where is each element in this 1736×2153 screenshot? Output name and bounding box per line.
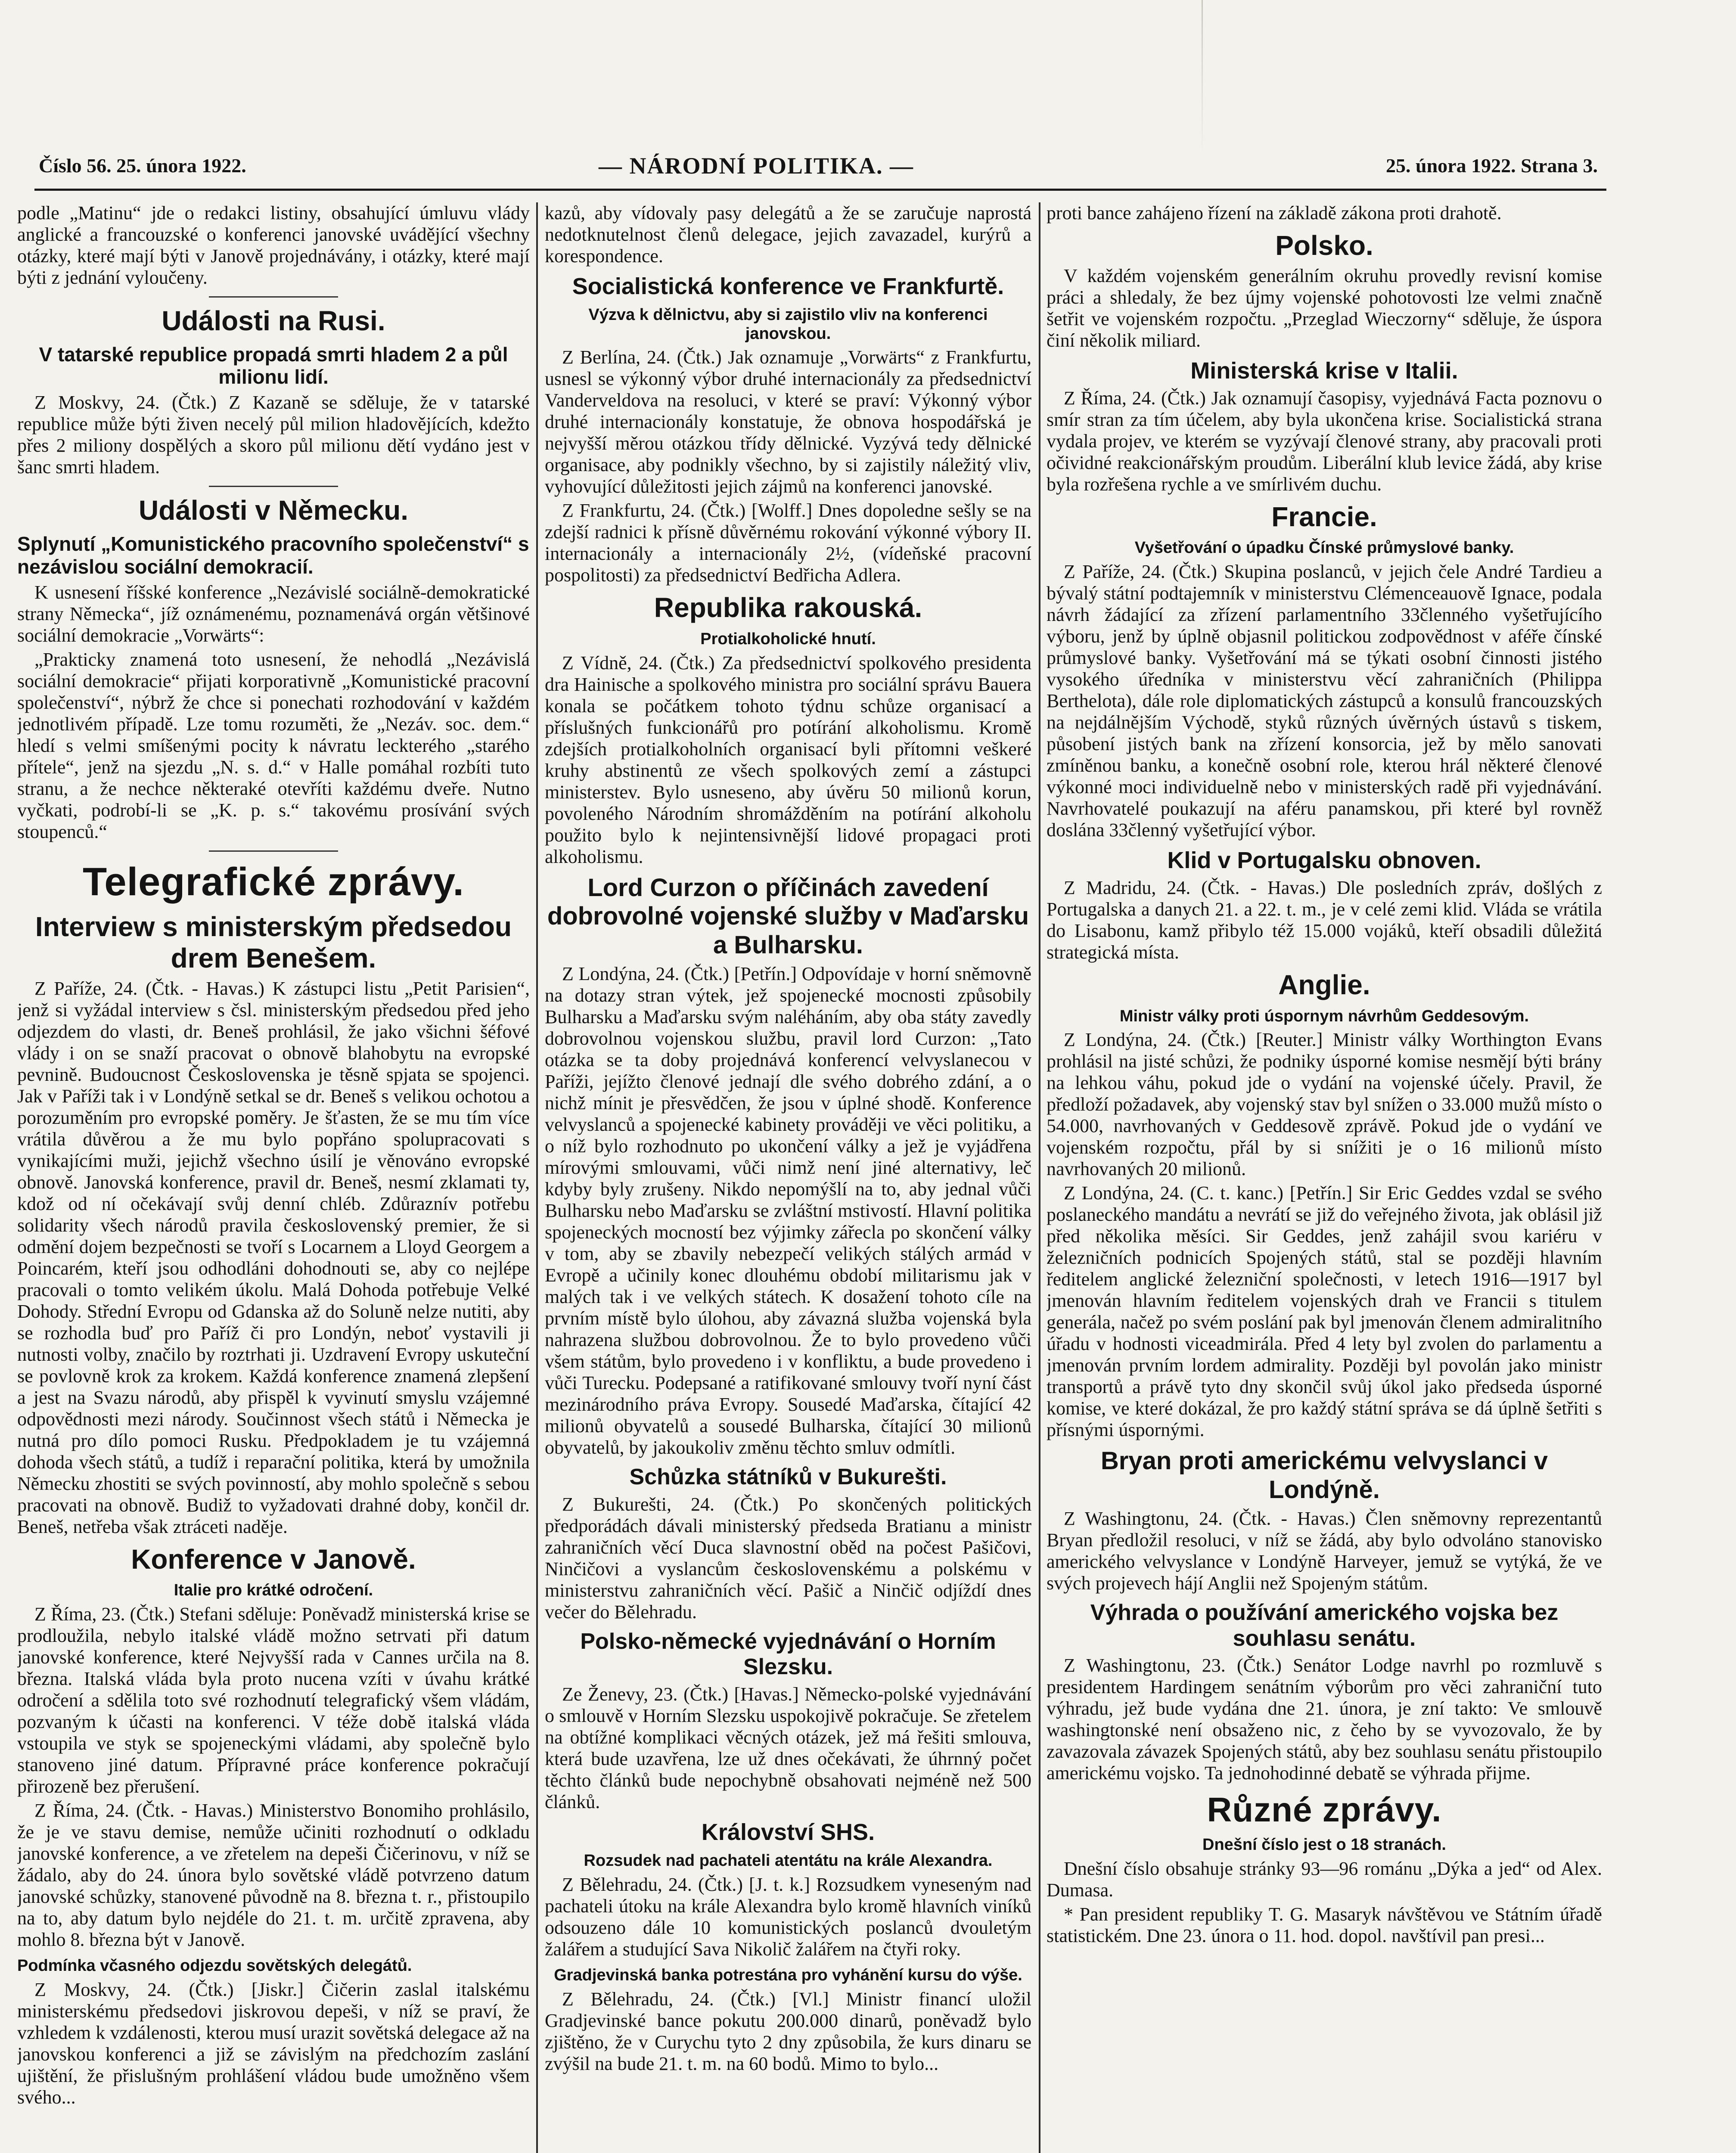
article-text: Z Moskvy, 24. (Čtk.) [Jiskr.] Čičerin zaslal italskému ministerskému předsedovi jiskrovou depeši, v níž se praví, že vzhledem k vzdálenosti, kterou musí urazit sovětská delegace až na janovskou konferenci a již se závislým na předchozím zaslání ujištění, že přislušným prohlášení vládou bude umožněno všem svého... <box>17 1979 530 2108</box>
article-text: Z Vídně, 24. (Čtk.) Za předsednictví spolkového presidenta dra Hainische a spolkového ministra pro sociální správu Bauera konala se počátkem tohoto týdnu schůze organisací a příslušných funkcionářů pro potírání alkoholismu. Kromě zdejších protialkoholních organisací byli přítomni veškeré kruhy abstinentů ze všech spolkových zemí a zástupci ministerstev. Bylo usneseno, aby úvěru 50 milionů korun, povoleného Národním shromážděním na potírání alkoholu použito bylo k nejintensivnější lidové propagaci proti alkoholismu. <box>545 652 1031 867</box>
article-headline: Splynutí „Komunistického pracovního společenství“ s nezávislou sociální demokracií. <box>17 532 529 578</box>
article-text: kazů, aby vídovaly pasy delegátů a že se zaručuje naprostá nedotknutelnost členů delegace, jejich zavazadel, kurýrů a korespondence. <box>545 202 1031 267</box>
masthead-rule <box>34 189 1606 191</box>
section-heading: Telegrafické zprávy. <box>83 859 464 904</box>
article-text: Dnešní číslo obsahuje stránky 93—96 románu „Dýka a jed“ od Alex. Dumasa. <box>1047 1858 1602 1901</box>
article-subheadline: Gradjevinská banka potrestána pro vyhánění kursu do výše. <box>554 1966 1022 1984</box>
article-text: Z Londýna, 24. (C. t. kanc.) [Petřín.] Sir Eric Geddes vzdal se svého poslaneckého mandátu a nevrátí se již do veřejného života, jak oblásil již před několika měsíci. Sir Geddes, jenž zahájil svou kariéru v železničních podnicích Spojených států, stal se později hlavním ředitelem anglické železniční společnosti, v letech 1916—1917 byl jmenován hlavním ředitelem vojenských drah ve Francii s titulem generála, načež po svém poslání pak byl jmenován členem admiralitního úřadu v hodnosti viceadmirála. Před 4 lety byl zvolen do parlamentu a jmenován prvním lordem admirality. Později byl povolán jako ministr transportů a právě tyto dny skončil svůj úkol jako předseda úsporné komise, ve které dokázal, že pro každý státní správa se dá úplně šetřiti s přísnými úspornými. <box>1047 1182 1602 1441</box>
article-headline: Konference v Janově. <box>131 1543 416 1575</box>
article-headline: Bryan proti americkému velvyslanci v Londýně. <box>1100 1447 1548 1504</box>
article-subheadline: Výzva k dělnictvu, aby si zajistilo vliv na konferenci janovskou. <box>588 306 988 343</box>
section-heading: Království SHS. <box>701 1819 875 1846</box>
article-subheadline: Dnešní číslo jest o 18 stranách. <box>1202 1836 1446 1854</box>
section-heading: Různé zprávy. <box>1207 1790 1442 1829</box>
section-heading: Polsko. <box>1275 230 1373 261</box>
article-headline: V tatarské republice propadá smrti hladem 2 a půl milionu lidí. <box>39 343 508 388</box>
section-heading: Události na Rusi. <box>161 305 385 336</box>
article-text: Z Bělehradu, 24. (Čtk.) [J. t. k.] Rozsudkem vyneseným nad pachateli útoku na krále Alexandra bylo kromě hlavních viníků odsouzeno dále 10 komunistických poslanců dvouletým žalářem a studující Sava Nikolič žalářem na čtyři roky. <box>545 1874 1031 1960</box>
article-subheadline: Podmínka včasného odjezdu sovětských delegátů. <box>17 1957 412 1975</box>
article-text: Z Berlína, 24. (Čtk.) Jak oznamuje „Vorwärts“ z Frankfurtu, usnesl se výkonný výbor druhé internacionály za předsednictví Vanderveldova na resoluci, v které se praví: Výkonný výbor druhé internacionály konstatuje, že obnova hospodářská je nejvyšší měrou otázkou třídy dělnické. Vyzývá tedy dělnické organisace, aby podnikly všechno, by si zajistily náležitý vliv, vyhovující důležitosti jejich zájmů na konferenci janovské. <box>545 347 1031 497</box>
issue-number: Číslo 56. 25. února 1922. <box>39 155 246 177</box>
article-text: podle „Matinu“ jde o redakci listiny, obsahující úmluvu vlády anglické a francouzské o konferenci janovské uvádějící všechny otázky, které mají býti v Janově projednávány, i otázky, které mají býti z jednání vyloučeny. <box>17 202 530 288</box>
newspaper-title: — NÁRODNÍ POLITIKA. — <box>599 153 914 179</box>
article-text: Z Paříže, 24. (Čtk. - Havas.) K zástupci listu „Petit Parisien“, jenž si vyžádal interview s čsl. ministerským předsedou před jeho odjezdem do vlasti, dr. Beneš prohlásil, že jako všichni šéfové vlády i on se snaží pracovat o obnově blahobytu na evropské pevnině. Budoucnost Československa je těsně spjata se spojenci. Jak v Paříži tak i v Londýně setkal se dr. Beneš s velikou ochotou a porozuměním pro evropské poměry. Je šťasten, že se mu tím více vrátila důvěrou a že mu bylo popřáno spolupracovati s vynikajícími muži, jejichž všechno úsilí je věnováno evropské obnově. Janovská konference, pravil dr. Beneš, nesmí zklamati ty, kdož od ní očekávají svůj denní chléb. Zdůraznív potřebu solidarity všech národů pravila československý premier, že si odmění dojem bezpečnosti se tvoří s Locarnem a Lloyd Georgem a Poincarém, kteří jsou odhodláni dohodnouti se, aby co nejlépe pracovali o tomto velikém úkolu. Malá Dohoda potřebuje Velké Dohody. Střední Evropu od Gdanska až do Soluně nelze nutiti, aby se rozhodla buď pro Paříž či pro Londýn, neboť vystavili ji nutnosti volby, značilo by roztrhati ji. Uzdravení Evropy uskuteční se povlovně krok za krokem. Každá konference znamená zlepšení a jest na Svazu národů, aby přispěl k vyvinutí smyslu vzájemné odpovědnosti mezi národy. Součinnost všech států i Německa je nutná pro dílo pomoci Rusku. Předpokladem je tu vzájemná dohoda všech států, a tudíž i reparační politika, která by umožnila Německu zhostiti se svých povinností, aby mohlo společně s sebou pracovati na obnově. Budiž to vyžadovati drahné doby, končil dr. Beneš, netřeba však ztráceti naděje. <box>17 977 530 1537</box>
article-subheadline: Rozsudek nad pachateli atentátu na krále Alexandra. <box>584 1852 993 1870</box>
column-3 <box>1047 202 1602 2153</box>
column-2 <box>545 202 1031 2153</box>
article-subheadline: Italie pro krátké odročení. <box>174 1581 373 1600</box>
article-headline: Výhrada o používání amerického vojska bez souhlasu senátu. <box>1090 1600 1559 1651</box>
article-text: Z Washingtonu, 23. (Čtk.) Senátor Lodge navrhl po rozmluvě s presidentem Hardingem senátním výborům pro věci zahraniční tuto výhradu, jež bude vydána dne 21. února, je zní takto: Ve smlouvě washingtonské není obsaženo nic, z čeho by se vyvozovalo, že by zavazovala závazek Spojených států, aby bez souhlasu senátu přistoupilo americkému vojsko. Ta jednohodinné debatě se výhrada přijme. <box>1047 1655 1602 1784</box>
separator <box>209 296 338 298</box>
article-text: Z Říma, 24. (Čtk.) Jak oznamují časopisy, vyjednává Facta poznovu o smír stran za tím účelem, aby byla ukončena krise. Socialistická strana vydala projev, ve kterém se vyzývají členové strany, aby pracovali proti očividné reakcionářským proudům. Liberální klub levice žádá, aby krise byla rozřešena rychle a ve smírlivém duchu. <box>1047 387 1602 495</box>
article-headline: Klid v Portugalsku obnoven. <box>1167 847 1481 873</box>
article-text: Z Říma, 23. (Čtk.) Stefani sděluje: Poněvadž ministerská krise se prodloužila, nebylo italské vládě možno setrvati při datum janovské konference, které Nejvyšší rada v Cannes určila na 8. března. Italská vláda byla proto nucena vzíti v úvahu krátké odročení a sdělila toto své rozhodnutí telegrafický všem vládám, pozvaným k účasti na konferenci. V téže době italská vláda vstoupila ve styk se spojeneckými vládami, aby společně bylo stanoveno jiné datum. Přípravné práce konference pokračují přirozeně bez přerušení. <box>17 1604 530 1797</box>
article-subheadline: Protialkoholické hnutí. <box>700 630 876 648</box>
article-text: Z Frankfurtu, 24. (Čtk.) [Wolff.] Dnes dopoledne sešly se na zdejší radnici k přísně důvěrnému rokování výkonné výbory II. internacionály a internacionály 2½, (vídeňské pracovní pospolitosti) za předsednictví Bedřicha Adlera. <box>545 500 1031 586</box>
column-divider <box>1039 202 1040 2153</box>
article-headline: Polsko-německé vyjednávání o Horním Slezsku. <box>580 1629 996 1680</box>
article-subheadline: Ministr války proti úspornym návrhům Geddesovým. <box>1119 1007 1529 1025</box>
article-subheadline: Vyšetřování o úpadku Čínské průmyslové banky. <box>1134 539 1514 557</box>
article-headline: Socialistická konference ve Frankfurtě. <box>572 273 1004 299</box>
article-text: Z Bukurešti, 24. (Čtk.) Po skončených politických předporádách dávali ministerský předseda Bratianu a ministr zahraničních věcí Duca slavnostní oběd na počest Pašičovi, Ninčičovi a vyslancům československému a polskému v ministerstvu zahraničních věcí. Pašič a Ninčič odjíždí dnes večer do Bělehradu. <box>545 1493 1031 1623</box>
article-text: Ze Ženevy, 23. (Čtk.) [Havas.] Německo-polské vyjednávání o smlouvě v Horním Slezsku uspokojivě pokračuje. Se zřetelem na obtížné komplikaci věcných otázek, jež má řešiti smlouva, která bude uzavřena, lze už dnes očekávati, že úhrnný počet těchto článků bude nepochybně obsahovati nejméně než 500 článků. <box>545 1684 1031 1813</box>
masthead <box>39 146 1598 185</box>
article-text: Z Washingtonu, 24. (Čtk. - Havas.) Člen sněmovny reprezentantů Bryan předložil resoluci, v níž se žádá, aby bylo odvoláno stanovisko amerického velvyslance v Londýně Harveyer, jemuž se vytýká, že ve svých projevech hájí Anglii než Spojeným státům. <box>1047 1508 1602 1594</box>
article-text: Z Londýna, 24. (Čtk.) [Petřín.] Odpovídaje v horní sněmovně na dotazy stran výtek, jež spojenecké mocnosti způsobily Bulharsku a Maďarsku svým naléháním, aby oba státy zavedly dobrovolnou vojenskou službu, pravil lord Curzon: „Tato otázka se ta doby projednává konferencí velvyslanecou v Paříži, jejížto členové jednají dle svého dobrého zdání, a o nichž mínit je přesvědčen, že jsou v úplné shodě. Konference velvyslanců a spojenecké kabinety prováději ve věci politiku, a o níž bylo rozhodnuto po ukončení války a jež je vyjádřena mírovými smlouvami, vůči nimž není jiné alternativy, leč kdyby byly zrušeny. Nikdo nepomýšlí na to, aby jednal vůči Bulharsku nebo Maďarsku se zvláštní mstivostí. Hlavní politika spojeneckých mocností bez výjimky zářecla po skončení války v tom, aby se zbavily nebezpečí velikých stálých armád v Evropě a učinily konec dlouhému období militarismu jak v malých tak i ve velkých státech. K dosažení tohoto cíle na prvním místě bylo úlohou, aby závazná služba vojenská byla nahrazena službou dobrovolnou. Že to bylo provedeno vůči všem státům, bylo provedeno i v konfliktu, a bude provedeno i vůči Turecku. Podepsané a ratifikované smlouvy tvoří nyní část mezinárodního práva Evropy. Sousedé Maďarska, čítající 42 milionů obyvatelů a sousedé Bulharska, čítající 30 milionů obyvatelů, by jakoukoliv změnu těchto smluv odmítli. <box>545 963 1031 1458</box>
page-date: 25. února 1922. Strana 3. <box>1386 155 1598 177</box>
article-text: * Pan president republiky T. G. Masaryk návštěvou ve Státním úřadě statistickém. Dne 23. února o 11. hod. dopol. navštívil pan presi... <box>1047 1904 1602 1946</box>
article-text: Z Madridu, 24. (Čtk. - Havas.) Dle posledních zpráv, došlých z Portugalska a danych 21. a 22. t. m., je v celé zemi klid. Vláda se vrátila do Lisabonu, kamž přibylo též 15.000 vojáků, kteří obsadili důležitá strategická místa. <box>1047 877 1602 963</box>
section-heading: Anglie. <box>1278 969 1370 1001</box>
article-text: K usnesení říšské konference „Nezávislé sociálně-demokratické strany Německa“, jíž oznámenému, poznamenává orgán většinové sociální demokracie „Vorwärts“: <box>17 581 530 646</box>
column-1 <box>17 202 530 2153</box>
article-headline: Lord Curzon o příčinách zavedení dobrovolné vojenské služby v Maďarsku a Bulharsku. <box>547 873 1029 959</box>
article-text: Z Říma, 24. (Čtk. - Havas.) Ministerstvo Bonomiho prohlásilo, že je ve stavu demise, nemůže učiniti rozhodnutí o odkladu janovské konference, a ve zřetelem na depeši Čičerinovu, v níž se žádalo, aby do 24. února bylo sovětské vládě potvrzeno datum janovské schůzky, stanovené původně na 8. března t. r., přistoupilo na to, aby datum bylo nejdéle do 21. t. m. určitě zpravena, aby mohlo 8. března být v Janově. <box>17 1800 530 1951</box>
section-heading: Francie. <box>1271 501 1377 532</box>
article-text: Z Bělehradu, 24. (Čtk.) [Vl.] Ministr financí uložil Gradjevinské bance pokutu 200.000 dinarů, poněvadž bylo zjištěno, že v Curychu tyto 2 dny způsobila, že kurs dinaru se zvýšil na bude 21. t. m. na 60 bodů. Mimo to bylo... <box>545 1988 1031 2074</box>
article-headline: Interview s ministerským předsedou drem Benešem. <box>35 911 512 974</box>
article-text: Z Londýna, 24. (Čtk.) [Reuter.] Ministr války Worthington Evans prohlásil na jisté schůzi, že podniky úsporné komise nesmějí býti brány na lehkou váhu, pokud jde o vydání na vojenské účely. Pravil, že předloží požadavek, aby vojenský stav byl snížen o 33.000 mužů místo o 54.000, navrhovaných v Geddesově zprávě. Pokud jde o vydání ve vojenském rozpočtu, přál by si snížiti je o 16 milionů místo navrhovaných 20 milionů. <box>1047 1029 1602 1180</box>
article-text: V každém vojenském generálním okruhu provedly revisní komise práci a shledaly, že bez újmy vojenské pohotovosti lze velmi značně šetřit ve vojenském rozpočtu. „Przeglad Wieczorny“ sděluje, že úspora činí několik miliard. <box>1047 265 1602 351</box>
column-divider <box>536 202 538 2153</box>
section-heading: Události v Německu. <box>139 495 408 526</box>
paper-crease <box>1202 0 1203 155</box>
article-text: proti bance zahájeno řízení na základě zákona proti drahotě. <box>1047 202 1502 223</box>
article-text: „Prakticky znamená toto usnesení, že nehodlá „Nezávislá sociální demokracie“ přijati korporativně „Komunistické pracovní společenství“, nýbrž že chce si ponechati rozhodování v každém jednotlivém případě. Lze tomu rozuměti, že „Nezáv. soc. dem.“ hledí s velmi smíšenými pocity k návratu leckterého „starého přítele“, jenž na sjezdu „N. s. d.“ v Halle pomáhal rozbíti tuto stranu, a že nechce některaké otevříti každému dveře. Nutno vyčkati, podrobí-li se „K. p. s.“ takovému prosívání svých stoupenců.“ <box>17 648 530 842</box>
article-text: Z Paříže, 24. (Čtk.) Skupina poslanců, v jejich čele André Tardieu a bývalý státní podtajemník v ministerstvu Clémenceauově Ignace, podala návrh žádající za zřízení parlamentního 33členného vyšetřujícího výboru, jenž by úplně objasnil politickou zodpovědnost v aféře čínské průmyslové banky. Vyšetřování má se týkati osobní činnosti jistého vysokého úředníka v ministerstvu věcí zahraničních (Philippa Berthelota), dále role diplomatických zástupců a konsulů francouzských na nejdálnějším Východě, styků různých úvěrných ústavů s tiskem, působení jistých bank na zřízení konsorcia, jež by mělo sanovati zmíněnou banku, a konečně osobní role, kterou hrál některé členové výkonné moci individuelně nebo v ministerských radě při vyjednávání. Navrhovatelé poukazují na aféru panamskou, při které byl rovněž doslána 33členný vyšetřující výbor. <box>1047 561 1602 841</box>
article-headline: Schůzka státníků v Bukurešti. <box>629 1464 947 1489</box>
article-text: Z Moskvy, 24. (Čtk.) Z Kazaně se sděluje, že v tatarské republice může býti živen necelý půl milion hladovějících, kdežto přes 2 miliony dospělých a skoro půl milionu dětí vydáno jest v šanc smrti hladem. <box>17 392 530 478</box>
section-heading: Republika rakouská. <box>654 592 922 624</box>
article-headline: Ministerská krise v Italii. <box>1190 357 1458 384</box>
separator <box>209 486 338 487</box>
separator <box>209 850 338 852</box>
